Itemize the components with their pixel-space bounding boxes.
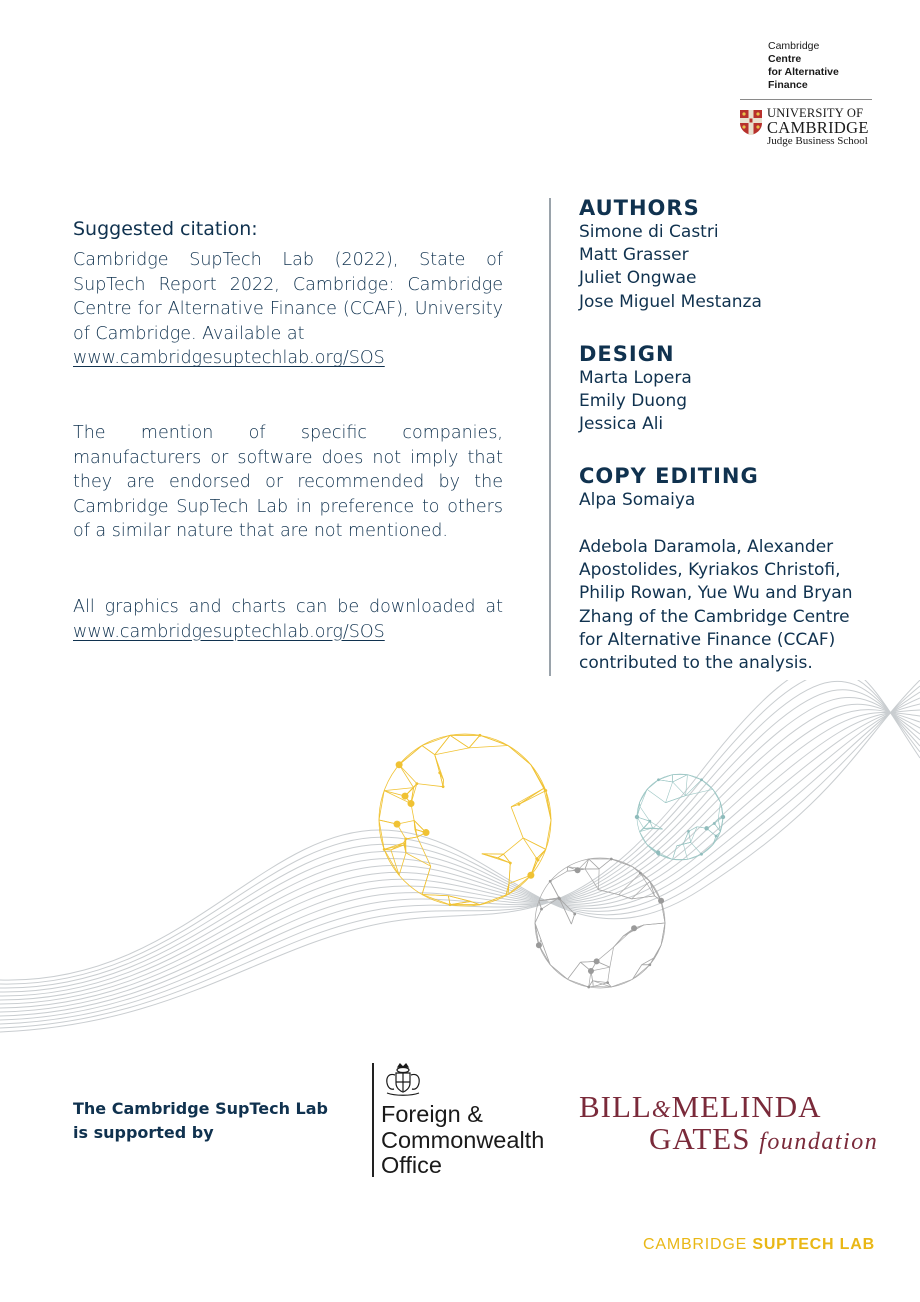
graphics-link[interactable]: www.cambridgesuptechlab.org/SOS <box>73 621 385 642</box>
author-name: Matt Grasser <box>579 245 689 266</box>
sphere-edge <box>611 979 632 987</box>
sphere-edge <box>614 936 624 947</box>
sphere-edge <box>702 845 713 855</box>
sphere-edge <box>633 965 650 980</box>
gates-foundation-logo-line2 <box>649 1122 878 1159</box>
sphere-edge <box>550 881 559 899</box>
column-divider <box>549 198 551 676</box>
sphere-edge <box>511 807 523 838</box>
cambridge-shield-icon <box>739 109 763 136</box>
design-heading: DESIGN <box>579 342 675 366</box>
university-of-cambridge-logo <box>767 107 869 148</box>
sphere-node <box>549 880 552 883</box>
sphere-edge <box>661 901 665 923</box>
sphere-node <box>509 862 512 865</box>
sphere-edge <box>614 928 635 947</box>
sphere-edge <box>661 923 665 945</box>
sphere-node <box>631 925 637 931</box>
sphere-edge <box>519 791 546 805</box>
sphere-node <box>423 829 430 836</box>
sphere-edge <box>568 962 581 979</box>
sphere-edge <box>506 894 508 895</box>
sphere-node <box>394 821 401 828</box>
sphere-edge <box>399 746 422 765</box>
sphere-node <box>404 838 407 841</box>
sphere-edge <box>568 979 589 987</box>
sphere-edge <box>640 789 647 802</box>
author-name: Simone di Castri <box>579 222 719 242</box>
copy-editing-list <box>579 489 695 512</box>
sphere-node <box>648 963 651 966</box>
sphere-node <box>527 872 534 879</box>
sphere-edge <box>647 780 658 790</box>
sphere-edge <box>450 735 469 748</box>
university-logo-line: UNIVERSITY OF <box>767 106 864 120</box>
fco-logo-text <box>381 1102 544 1179</box>
sphere-edge <box>593 981 594 987</box>
graphics-text: All graphics and charts can be downloaded at <box>73 597 503 617</box>
sphere-edge <box>469 735 480 748</box>
sphere-edge <box>599 869 600 890</box>
fco-line: Office <box>381 1152 442 1178</box>
sphere-edge <box>633 965 642 980</box>
sphere-edge <box>666 796 686 803</box>
wave-line <box>0 704 920 1012</box>
designer-name: Marta Lopera <box>579 368 692 388</box>
sphere-edge <box>611 859 632 867</box>
sphere-edge <box>450 901 471 904</box>
wave-line <box>0 692 920 988</box>
citation-title: Suggested citation: <box>73 218 258 240</box>
sphere-edge <box>399 765 413 788</box>
sphere-node <box>383 848 386 851</box>
sphere-node <box>573 913 576 916</box>
wave-line <box>0 704 920 996</box>
sphere-edge <box>417 784 443 787</box>
sphere-edge <box>535 923 539 945</box>
sphere-edge <box>691 842 702 854</box>
sphere-edge <box>686 775 688 796</box>
sphere-node <box>396 761 403 768</box>
sphere-edge <box>384 788 413 791</box>
sphere-edge <box>546 820 551 849</box>
sphere-node <box>713 822 716 825</box>
sphere-edge <box>686 789 713 795</box>
supporters-line: is supported by <box>73 1123 214 1142</box>
copy-editor-name: Alpa Somaiya <box>579 490 696 510</box>
sphere-edge <box>640 832 647 845</box>
sphere-node <box>544 789 547 792</box>
sphere-node <box>704 826 708 830</box>
university-logo-line: CAMBRIDGE <box>767 118 869 137</box>
sphere-edge <box>550 965 567 980</box>
wave-line <box>0 680 920 980</box>
citation-body <box>73 248 503 371</box>
sphere-node <box>588 968 594 974</box>
sphere-edge <box>539 945 550 965</box>
ccaf-logo <box>768 40 839 92</box>
sphere-edge <box>647 789 665 802</box>
author-name: Juliet Ongwae <box>579 268 697 289</box>
sphere-edge <box>650 945 661 965</box>
supporters-statement <box>73 1097 328 1145</box>
graphics-download-note <box>73 595 503 644</box>
wave-line <box>0 690 920 1020</box>
copy-editing-heading: COPY EDITING <box>579 464 759 488</box>
ccaf-logo-line: Cambridge <box>768 40 820 52</box>
gates-ampersand: & <box>651 1097 672 1123</box>
sphere-edge <box>608 967 610 982</box>
sphere-edge <box>599 859 611 869</box>
footer-brand <box>643 1236 875 1254</box>
logo-divider <box>740 99 872 100</box>
sphere-node <box>648 820 651 823</box>
sphere-node <box>594 958 600 964</box>
sphere-edge <box>469 746 508 748</box>
sphere-edge <box>718 802 720 819</box>
sphere-node <box>639 872 642 875</box>
sphere-edge <box>435 748 469 755</box>
gates-melinda: MELINDA <box>671 1089 822 1124</box>
designer-name: Emily Duong <box>579 391 688 412</box>
wave-line <box>0 680 920 1028</box>
disclaimer-text: The mention of specific companies, manufacturers or software does not imply that they are endorsed or recommended by the Cambridge SupTech Lab in preference to others of a similar nature that are not mentioned. <box>73 423 503 542</box>
royal-crest-icon <box>381 1063 425 1097</box>
sphere-edge <box>673 782 686 796</box>
sphere-edge <box>379 791 384 820</box>
sphere-edge <box>659 854 673 859</box>
sphere-node <box>438 771 441 774</box>
university-logo-line: Judge Business School <box>767 135 868 147</box>
sphere-edge <box>435 755 440 773</box>
sphere-edge <box>687 775 701 780</box>
sphere-edge <box>519 788 544 804</box>
wave-line <box>0 710 920 1000</box>
ccaf-logo-line: for Alternative <box>768 66 839 78</box>
ccaf-logo-line: Finance <box>768 79 808 91</box>
sphere-edge <box>503 838 523 854</box>
sphere-node <box>518 803 521 806</box>
citation-link[interactable]: www.cambridgesuptechlab.org/SOS <box>73 348 385 369</box>
authors-list <box>579 221 762 314</box>
wave-line <box>0 680 920 1032</box>
gates-foundation-word: foundation <box>759 1129 879 1155</box>
sphere-node <box>575 867 581 873</box>
wave-line <box>0 710 920 1008</box>
sphere-edge <box>593 986 611 987</box>
sphere-edge <box>379 820 384 849</box>
sphere-node <box>687 830 690 833</box>
fco-line: Commonwealth <box>381 1126 545 1153</box>
sphere-edge <box>666 782 673 803</box>
sphere-node <box>606 981 609 984</box>
sphere-node <box>537 859 540 862</box>
sphere-edge <box>659 775 673 780</box>
sphere-node <box>700 853 703 856</box>
sphere-node <box>402 793 409 800</box>
sphere-node <box>658 898 664 904</box>
sphere-edge <box>659 780 673 782</box>
sphere-edge <box>508 746 531 765</box>
sphere-edge <box>498 854 504 858</box>
sphere-node <box>536 942 542 948</box>
sphere-edge <box>632 896 655 899</box>
contributors-text: Adebola Daramola, Alexander Apostolides, Kyriakos Christofi, Philip Rowan, Yue Wu and Bryan Zhang of the Cambridge Centre for Alternative Finance (CCAF) contributed to the analysis. <box>579 537 853 674</box>
sphere-edge <box>546 791 551 820</box>
sphere-edge <box>535 923 541 940</box>
sphere-node <box>657 853 660 856</box>
gates-gates: GATES <box>649 1121 751 1156</box>
sphere-edge <box>644 923 665 925</box>
sphere-node <box>700 778 703 781</box>
supporters-line: The Cambridge SupTech Lab <box>73 1099 328 1118</box>
fco-line: Foreign & <box>381 1101 483 1127</box>
sphere-edge <box>571 914 574 924</box>
footer-brand-bold: SUPTECH LAB <box>752 1236 875 1253</box>
sphere-edge <box>399 853 406 875</box>
sphere-node <box>657 778 660 781</box>
fco-logo-bar <box>372 1063 374 1177</box>
sphere-node <box>449 903 452 906</box>
sphere-edge <box>414 820 415 829</box>
footer-brand-regular: CAMBRIDGE <box>643 1236 753 1253</box>
sphere-node <box>558 896 561 899</box>
wave-line <box>0 686 920 984</box>
gates-bill: BILL <box>579 1089 652 1124</box>
sphere-edge <box>422 746 435 755</box>
sphere-edge <box>589 859 599 869</box>
ccaf-logo-line: Centre <box>768 53 802 65</box>
sphere-node <box>635 815 639 819</box>
sphere-edge <box>399 765 417 784</box>
wave-line <box>0 713 920 1004</box>
sphere-node <box>610 858 613 861</box>
sphere-node <box>479 734 482 737</box>
sphere-edge <box>406 837 417 839</box>
sphere-node <box>715 835 718 838</box>
author-name: Jose Miguel Mestanza <box>579 291 762 312</box>
sphere-node <box>415 782 418 785</box>
decorative-network-graphic <box>0 680 920 1060</box>
designer-name: Jessica Ali <box>579 414 664 435</box>
sphere-edge <box>531 765 546 791</box>
sphere-edge <box>640 807 650 821</box>
sphere-node <box>408 800 415 807</box>
citation-text: Cambridge SupTech Lab (2022), State of SupTech Report 2022, Cambridge: Cambridge Centre for Alternative Finance (CCAF), University of Cambridge. Available at <box>73 250 503 344</box>
sphere-node <box>540 908 543 911</box>
sphere-node <box>442 785 445 788</box>
sphere-edge <box>480 735 508 745</box>
sphere-edge <box>673 775 688 782</box>
sphere-node <box>587 986 590 989</box>
design-list <box>579 367 692 437</box>
sphere-node <box>721 815 725 819</box>
authors-heading: AUTHORS <box>579 196 700 220</box>
